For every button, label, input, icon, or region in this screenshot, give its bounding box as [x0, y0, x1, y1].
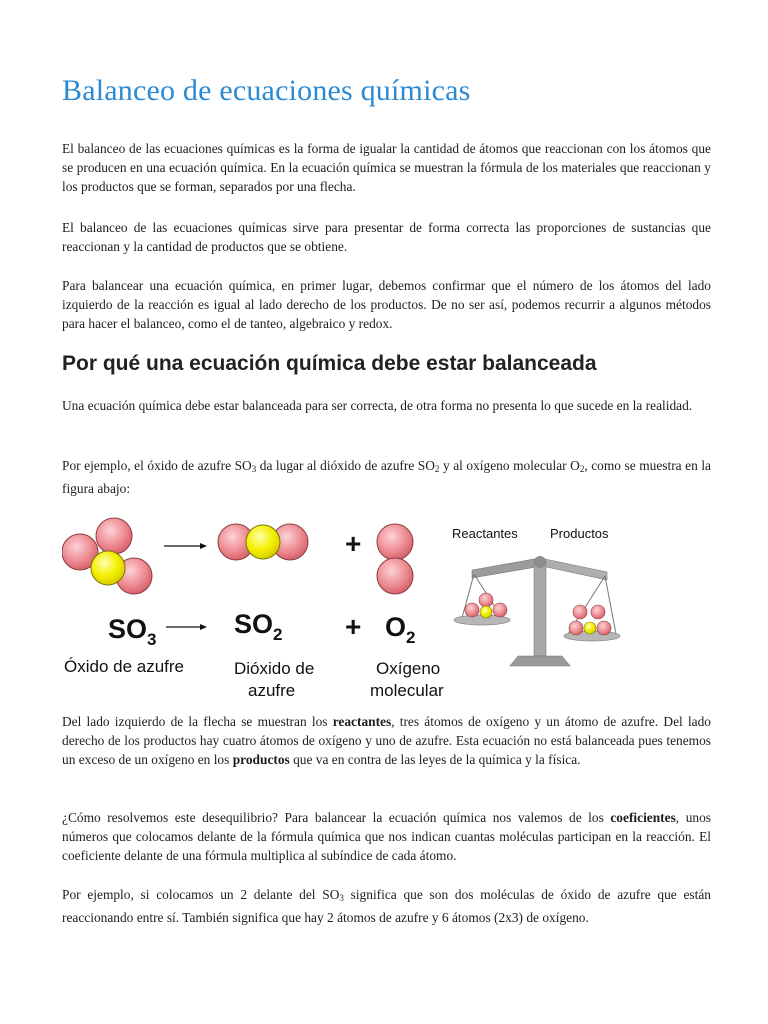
oxygen-atom — [377, 524, 413, 560]
p2-text-c: y al oxígeno molecular O — [439, 458, 580, 473]
reaction-figure — [62, 506, 722, 706]
oxygen-atom — [493, 603, 507, 617]
reaction-arrow-bottom — [166, 624, 207, 630]
p2-subscript-1: 3 — [251, 464, 257, 474]
so3-molecule — [62, 518, 152, 594]
section-paragraph-1: Una ecuación química debe estar balanceada para ser correcta, de otra forma no presenta lo que sucede en la realidad. — [62, 398, 693, 413]
scale-label-reactantes: Reactantes — [452, 526, 518, 541]
label-so2-line2: azufre — [248, 681, 296, 700]
plus-sign-top: + — [345, 528, 362, 559]
formula-o2: $O_2$ — [385, 612, 416, 647]
sulfur-atom — [584, 622, 596, 634]
formula-so2: $SO_2$ — [234, 609, 283, 644]
p2-text-a: Por ejemplo, el óxido de azufre SO — [62, 458, 252, 473]
label-so3: Óxido de azufre — [64, 657, 185, 676]
oxygen-atom — [591, 605, 605, 619]
bold-coeficientes: coeficientes — [610, 810, 676, 825]
section-paragraph-3: Del lado izquierdo de la flecha se muestran los reactantes, tres átomos de oxígeno y un átomo de azufre. Del lado derecho de los productos hay cuatro átomos de oxígeno y uno de azufre. Esta ecuación no está balanceada pues tenemos un exceso de un oxígeno en los productos que va en contra de las leyes de la química y la física. — [62, 714, 711, 767]
oxygen-atom — [597, 621, 611, 635]
sulfur-atom — [246, 525, 280, 559]
oxygen-atom — [573, 605, 587, 619]
page-title: Balanceo de ecuaciones químicas — [62, 74, 471, 107]
balance-scale — [452, 526, 620, 666]
oxygen-atom — [377, 558, 413, 594]
intro-paragraph-3: Para balancear una ecuación química, en primer lugar, debemos confirmar que el número de los átomos del lado izquierdo de la reacción es igual al lado derecho de los productos. De no ser así, podemos recurrir a algunos métodos para hacer el balanceo, como el de tanteo, algebraico y redox. — [62, 278, 711, 331]
p2-text-b: da lugar al dióxido de azufre SO — [256, 458, 435, 473]
p2-text-d: , como se muestra en la figura abajo: — [62, 458, 711, 496]
scale-label-productos: Productos — [550, 526, 609, 541]
label-o2-line1: Oxígeno — [376, 659, 441, 678]
reaction-figure-svg — [62, 506, 722, 706]
plus-sign-bottom: + — [345, 611, 362, 642]
section-paragraph-4: ¿Cómo resolvemos este desequilibrio? Para balancear la ecuación química nos valemos de los coeficientes, unos números que colocamos delante de la fórmula química que nos indican cuantas moléculas participan en la reacción. El coeficiente delante de una fórmula multiplica al subíndice de cada átomo. — [62, 810, 711, 863]
label-so2-line1: Dióxido de — [234, 659, 315, 678]
p5-subscript: 3 — [339, 893, 344, 903]
sulfur-atom — [91, 551, 125, 585]
oxygen-atom — [569, 621, 583, 635]
oxygen-atom — [479, 593, 493, 607]
bold-productos: productos — [232, 752, 290, 767]
so2-molecule — [218, 524, 308, 560]
section-paragraph-5: Por ejemplo, si colocamos un 2 delante del $SO_3$ significa que son dos moléculas de óxido de azufre que están reaccionando entre sí. También significa que hay 2 átomos de azufre y 6 átomos (2x3) de oxígeno. — [62, 887, 711, 925]
intro-paragraph-2: El balanceo de las ecuaciones químicas sirve para presentar de forma correcta las proporciones de sustancias que reaccionan y la cantidad de productos que se obtiene. — [62, 220, 711, 254]
sulfur-atom — [480, 606, 492, 618]
oxygen-atom — [96, 518, 132, 554]
section-paragraph-2 — [62, 456, 711, 498]
reaction-arrow-top — [164, 543, 207, 549]
formula-so3: $SO_3$ — [108, 614, 157, 649]
section-heading: Por qué una ecuación química debe estar balanceada — [62, 352, 597, 375]
o2-molecule — [377, 524, 413, 594]
p2-subscript-3: 2 — [579, 464, 585, 474]
bold-reactantes: reactantes — [332, 714, 392, 729]
oxygen-atom — [465, 603, 479, 617]
intro-paragraph-1: El balanceo de las ecuaciones químicas es la forma de igualar la cantidad de átomos que reaccionan con los átomos que se producen en una ecuación química. En la ecuación química se muestran la fórmula de los materiales que reaccionan y los productos que se forman, separados por una flecha. — [62, 141, 711, 194]
p2-subscript-2: 2 — [434, 464, 440, 474]
label-o2-line2: molecular — [370, 681, 444, 700]
